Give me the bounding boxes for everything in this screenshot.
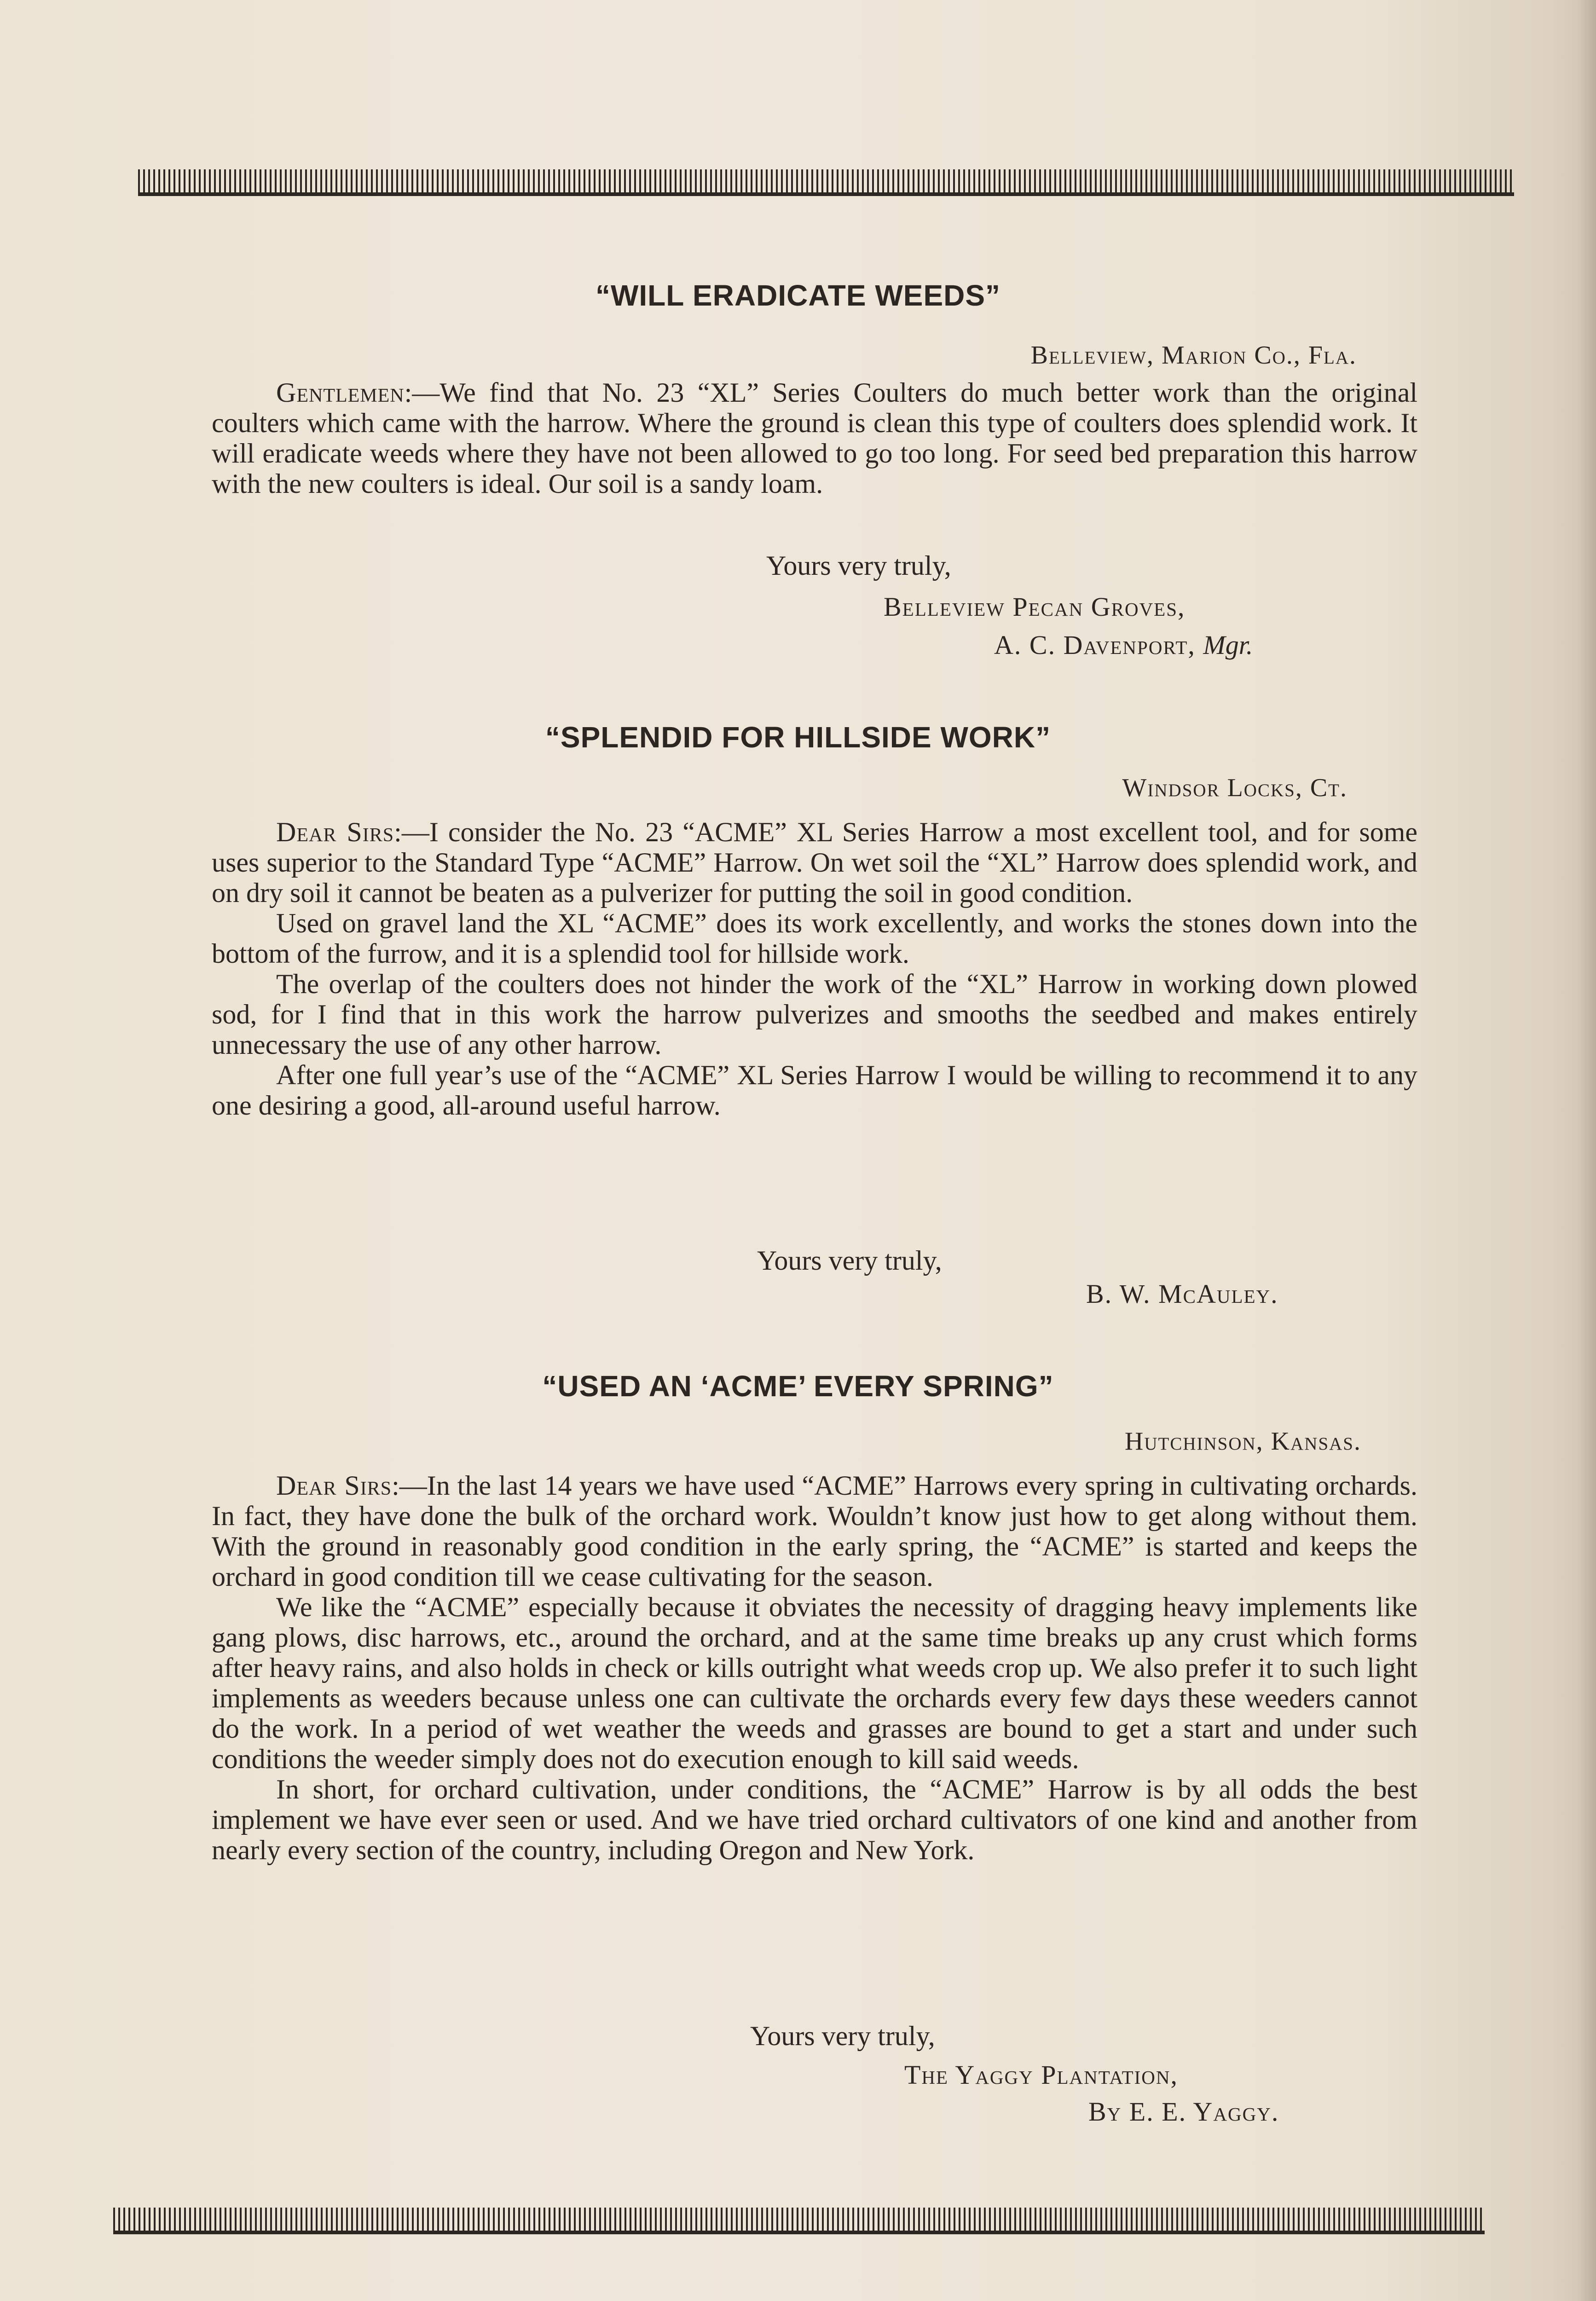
letter-3-closing: Yours very truly, — [750, 2021, 935, 2051]
letter-2-signature: B. W. McAuley. — [1086, 1279, 1278, 1309]
letter-3-paragraph: In short, for orchard cultivation, under conditions, the “ACME” Harrow is by all odds the best implement we have ever seen or used. And we have tried orchard cultivators of one kind and another from nearly every section of the country, including Oregon and New York. — [212, 1774, 1417, 1865]
letter-1-paragraph: Gentlemen:—We find that No. 23 “XL” Series Coulters do much better work than the original coulters which came with the harrow. Where the ground is clean this type of coulters does splendid work. It will eradicate weeds where they have not been allowed to go too long. For seed bed preparation this harrow with the new coulters is ideal. Our soil is a sandy loam. — [212, 377, 1417, 499]
letter-2-paragraph: Dear Sirs:—I consider the No. 23 “ACME” XL Series Harrow a most excellent tool, and for some uses superior to the Standard Type “ACME” Harrow. On wet soil the “XL” Harrow does splendid work, and on dry soil it cannot be beaten as a pulverizer for putting the soil in good condition. — [212, 817, 1417, 908]
letter-1-signature-org: Belleview Pecan Groves, — [884, 592, 1185, 622]
letter-2-closing: Yours very truly, — [757, 1245, 942, 1276]
letter-3-salutation: Dear Sirs — [276, 1470, 392, 1501]
letter-3-signature-name: By E. E. Yaggy. — [1088, 2097, 1279, 2127]
letter-1-heading: “WILL ERADICATE WEEDS” — [595, 279, 1001, 312]
letter-2-salutation: Dear Sirs — [276, 817, 394, 847]
letter-1-signature-name: A. C. Davenport, Mgr. — [994, 630, 1253, 660]
letter-3-place: Hutchinson, Kansas. — [1124, 1427, 1361, 1456]
letter-3-signature-org: The Yaggy Plantation, — [904, 2060, 1179, 2090]
letter-2-heading: “SPLENDID FOR HILLSIDE WORK” — [545, 721, 1051, 754]
letter-1-salutation: Gentlemen — [276, 377, 405, 408]
letter-2-place: Windsor Locks, Ct. — [1122, 774, 1347, 802]
page-edge-shadow — [1578, 0, 1596, 2301]
letter-3-body — [212, 1470, 1417, 1865]
letter-3-paragraph: We like the “ACME” especially because it obviates the necessity of dragging heavy implements like gang plows, disc harrows, etc., around the orchard, and at the same time breaks up any crust which forms after heavy rains, and also holds in check or kills outright what weeds crop up. We also prefer it to such light implements as weeders because unless one can cultivate the orchards every few days these weeders cannot do the work. In a period of wet weather the weeds and grasses are bound to get a start and under such conditions the weeder simply does not do execution enough to kill said weeds. — [212, 1592, 1417, 1774]
letter-2-paragraph: After one full year’s use of the “ACME” XL Series Harrow I would be willing to recommend it to any one desiring a good, all-around useful harrow. — [212, 1060, 1417, 1121]
decorative-rule-bottom — [113, 2208, 1485, 2234]
letter-2-body — [212, 817, 1417, 1121]
letter-1-body — [212, 377, 1417, 499]
letter-2-paragraph: Used on gravel land the XL “ACME” does its work excellently, and works the stones down into the bottom of the furrow, and it is a splendid tool for hillside work. — [212, 908, 1417, 969]
letter-3-heading: “USED AN ‘ACME’ EVERY SPRING” — [542, 1370, 1054, 1403]
letter-3-paragraph: Dear Sirs:—In the last 14 years we have used “ACME” Harrows every spring in cultivating orchards. In fact, they have done the bulk of the orchard work. Wouldn’t know just how to get along without them. With the ground in reasonably good condition in the early spring, the “ACME” is started and keeps the orchard in good condition till we cease cultivating for the season. — [212, 1470, 1418, 1592]
letter-1-place: Belleview, Marion Co., Fla. — [1030, 341, 1357, 370]
letter-1-closing: Yours very truly, — [766, 550, 951, 581]
letter-2-paragraph: The overlap of the coulters does not hinder the work of the “XL” Harrow in working down plowed sod, for I find that in this work the harrow pulverizes and smooths the seedbed and makes entirely unnecessary the use of any other harrow. — [212, 969, 1417, 1060]
decorative-rule-top — [138, 169, 1514, 196]
